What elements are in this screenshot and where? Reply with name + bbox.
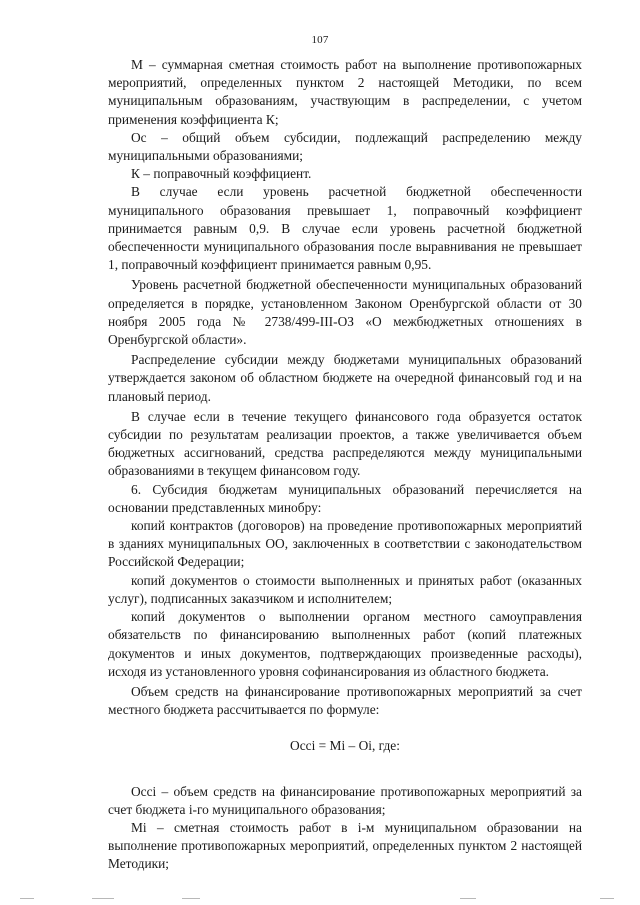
paragraph: Уровень расчетной бюджетной обеспеченности муниципальных образований определяется в порядке, установленном Законом Оренбургской области от 30 ноября 2005 года № 2738/499-III-ОЗ «О межбюджетных отношениях в Оренбургской области». [108,277,582,348]
paragraph: В случае если уровень расчетной бюджетной обеспеченности муниципального образования превышает 1, поправочный коэффициент принимается равным 0,9. В случае если уровень расчетной бюджетной обеспеченности муниципального образования после выравнивания не превышает 1, поправочный коэффициент принимается равным 0,95. [108,184,582,273]
paragraph: К – поправочный коэффициент. [131,166,312,182]
list-item: копий документов о выполнении органом местного самоуправления обязательств по финансированию выполненных работ (копий платежных документов и иных документов, подтверждающих произведенные расходы), исходя из установленного уровня софинансирования из областного бюджета. [108,609,582,679]
scan-footer-marks [0,893,640,905]
formula: Оссi = Мi – Оi, где: [290,738,400,754]
document-body [108,56,582,874]
paragraph: Ос – общий объем субсидии, подлежащий распределению между муниципальными образованиями; [108,129,582,164]
paragraph: Распределение субсидии между бюджетами муниципальных образований утверждается законом об областном бюджете на очередной финансовый год и на плановый период. [108,352,582,404]
paragraph: В случае если в течение текущего финансового года образуется остаток субсидии по результатам реализации проектов, а также увеличивается объем бюджетных ассигнований, средства распределяются между муниципальными образованиями в текущем финансовом году. [108,408,582,479]
paragraph: Объем средств на финансирование противопожарных мероприятий за счет местного бюджета рассчитывается по формуле: [108,683,582,718]
page-number: 107 [311,34,329,46]
list-item: копий контрактов (договоров) на проведение противопожарных мероприятий в зданиях муниципальных ОО, заключенных в соответствии с законодательством Российской Федерации; [108,518,582,570]
paragraph: 6. Субсидия бюджетам муниципальных образований перечисляется на основании представленных минобру: [108,481,582,515]
list-item: копий документов о стоимости выполненных и принятых работ (оказанных услуг), подписанных заказчиком и исполнителем; [108,572,582,606]
definition: Мi – сметная стоимость работ в i-м муниципальном образовании на выполнение противопожарных мероприятий, определенных пунктом 2 настоящей Методики; [108,819,582,872]
paragraph: М – суммарная сметная стоимость работ на выполнение противопожарных мероприятий, определенных пунктом 2 настоящей Методики, по всем муниципальным образованиям, участвующим в распределении, с учетом применения коэффициента К; [108,57,582,127]
definition: Оссi – объем средств на финансирование противопожарных мероприятий за счет бюджета i-го муниципального образования; [108,783,582,817]
